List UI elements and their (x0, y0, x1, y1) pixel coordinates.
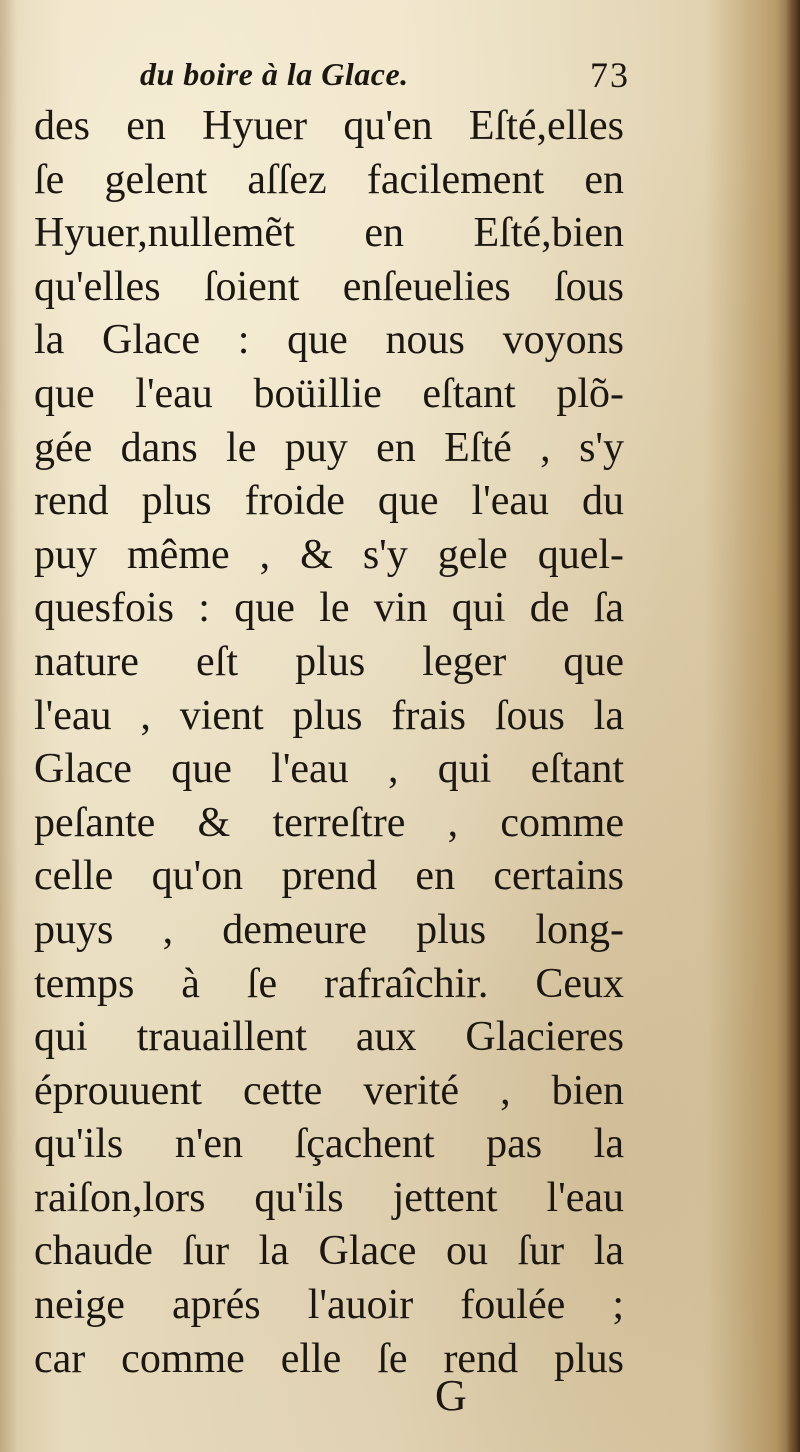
text-line: que l'eau boüillie eſtant plõ- (34, 370, 624, 417)
text-line: nature eſt plus leger que (34, 638, 624, 685)
text-line: qui trauaillent aux Glacieres (34, 1014, 624, 1061)
text-line: raiſon,lors qu'ils jettent l'eau (34, 1174, 624, 1221)
text-line: ſe gelent aſſez facilement en (34, 156, 624, 203)
text-line: car comme elle ſe rend plus (34, 1335, 624, 1382)
text-line: Glace que l'eau , qui eſtant (34, 746, 624, 793)
text-line: qu'elles ſoient enſeuelies ſous (34, 263, 624, 310)
page-edge (786, 0, 800, 1452)
text-line: peſante & terreſtre , comme (34, 799, 624, 846)
running-title: du boire à la Glace. (140, 56, 409, 92)
text-line: la Glace : que nous voyons (34, 317, 624, 364)
page-gutter-shadow (0, 0, 18, 1452)
text-line: qu'ils n'en ſçachent pas la (34, 1121, 624, 1168)
text-line: l'eau , vient plus frais ſous la (34, 692, 624, 739)
text-line: temps à ſe rafraîchir. Ceux (34, 960, 624, 1007)
signature-mark: G (435, 1371, 467, 1420)
text-line: quesfois : que le vin qui de ſa (34, 585, 624, 632)
text-line: neige aprés l'auoir foulée ; (34, 1282, 624, 1329)
text-line: des en Hyuer qu'en Eſté,elles (34, 103, 624, 149)
text-line: rend plus froide que l'eau du (34, 478, 624, 525)
text-line: puy même , & s'y gele quel- (34, 531, 624, 578)
text-line: gée dans le puy en Eſté , s'y (34, 424, 624, 471)
text-line: Hyuer,nullemẽt en Eſté,bien (34, 210, 624, 257)
text-line: puys , demeure plus long- (34, 906, 624, 953)
body-text (34, 100, 624, 1386)
text-line: celle qu'on prend en certains (34, 853, 624, 900)
text-line: chaude ſur la Glace ou ſur la (34, 1228, 624, 1275)
page-number: 73 (590, 55, 630, 95)
text-line: éprouuent cette verité , bien (34, 1067, 624, 1114)
